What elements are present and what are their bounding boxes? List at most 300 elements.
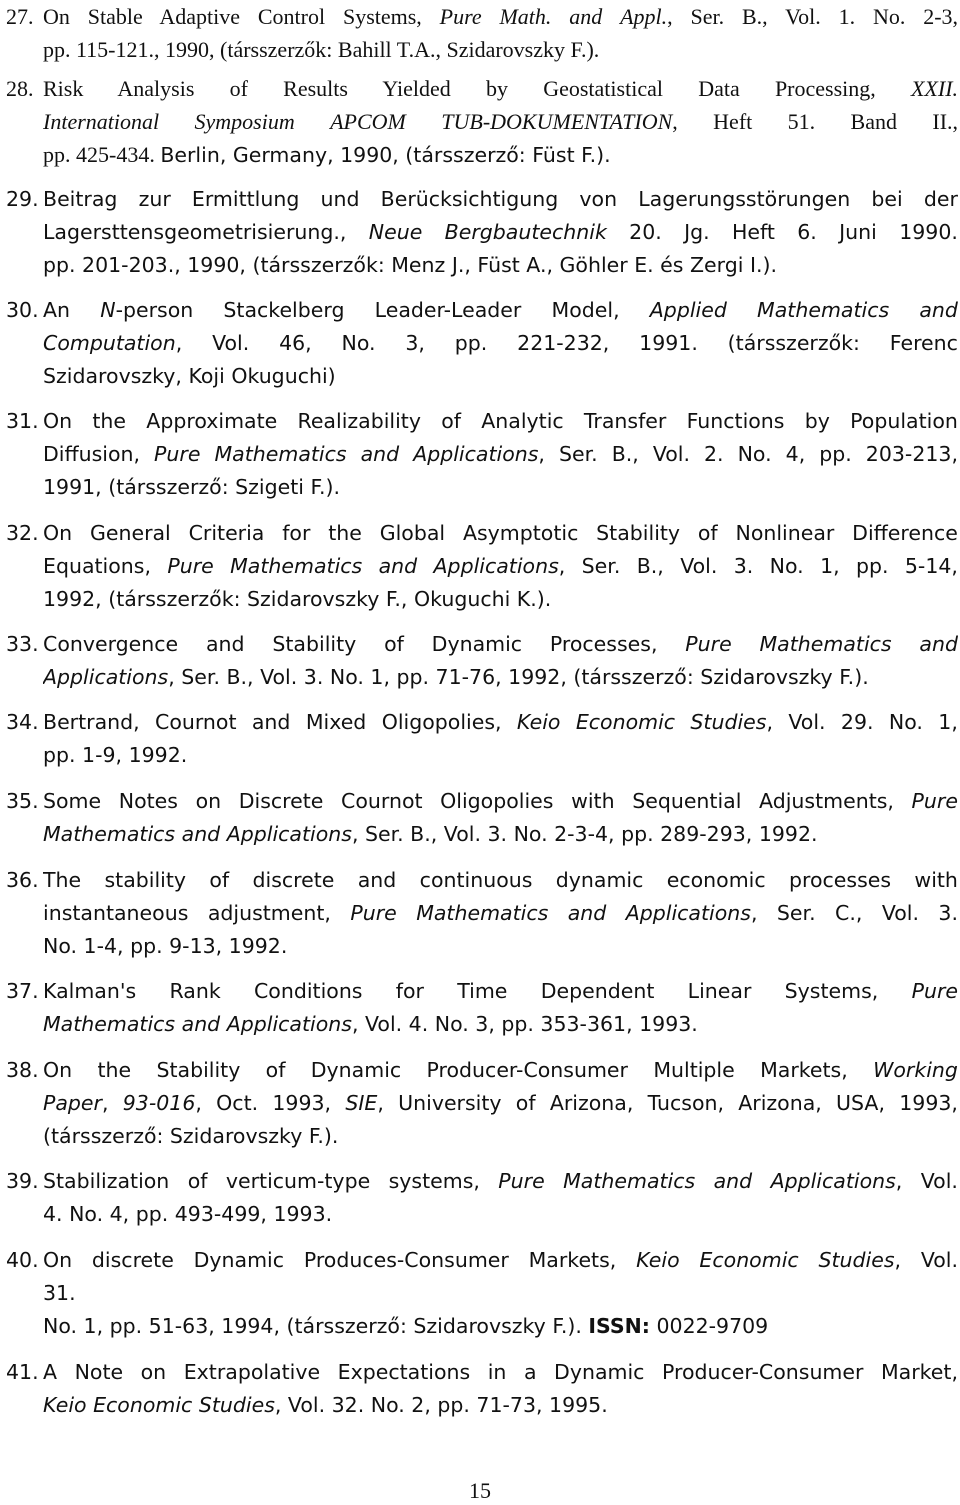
reference-text (43, 1165, 958, 1231)
text-segment: Systems, (342, 4, 422, 29)
italic-text: APCOM (330, 109, 406, 134)
text-segment: 1991, (társszerző: Szigeti F.). (43, 475, 340, 499)
reference-line (43, 739, 958, 772)
reference-line (43, 628, 958, 661)
italic-text: and (713, 1169, 753, 1193)
text-segment: Approximate (146, 409, 278, 433)
reference-line (43, 517, 958, 550)
text-segment: Stable (87, 4, 143, 29)
text-segment: Diffusion, (43, 442, 141, 466)
reference-line (43, 249, 958, 282)
reference-line (43, 975, 958, 1008)
text-segment: General (89, 521, 171, 545)
reference-entry (0, 706, 958, 772)
italic-text: Appl. (620, 4, 668, 29)
reference-text (43, 628, 958, 694)
text-segment: , (538, 442, 545, 466)
italic-text: Pure (350, 901, 397, 925)
text-segment: Ser. (690, 4, 725, 29)
reference-entry (0, 1356, 958, 1422)
text-segment: Dynamic (193, 1248, 285, 1272)
text-segment: , (667, 4, 673, 29)
reference-line (43, 550, 958, 583)
text-segment: 3, (405, 331, 425, 355)
text-segment: , Ser. B., Vol. 3. No. 1, pp. 71-76, 1992, (társszerző: Szidarovszky F.). (168, 665, 869, 689)
reference-line (43, 1356, 958, 1389)
text-segment: Cournot (341, 789, 423, 813)
reference-line (43, 33, 958, 66)
text-segment: 31. (43, 1281, 76, 1305)
reference-line (43, 405, 958, 438)
text-segment: Systems, (784, 979, 879, 1003)
text-segment: Market, (880, 1360, 958, 1384)
text-segment: stability (104, 868, 187, 892)
text-segment: On (43, 521, 73, 545)
italic-text: Paper (43, 1091, 102, 1115)
italic-text: and (567, 901, 607, 925)
text-segment: by (486, 76, 508, 101)
text-segment: Linear (687, 979, 752, 1003)
text-segment: B., (611, 442, 639, 466)
reference-text (43, 864, 958, 963)
text-segment: 5-14, (904, 554, 958, 578)
text-segment: The (43, 868, 82, 892)
text-segment: Producer-Consumer (426, 1058, 628, 1082)
text-segment: processes (789, 868, 892, 892)
italic-text: Applications (625, 901, 751, 925)
text-segment: dynamic (555, 868, 644, 892)
reference-line (43, 0, 958, 33)
reference-entry (0, 405, 958, 504)
text-segment: Band (850, 109, 897, 134)
text-segment: Produces-Consumer (303, 1248, 509, 1272)
reference-text (43, 785, 958, 851)
text-segment: Arizona, (549, 1091, 634, 1115)
text-segment: and (251, 710, 291, 734)
text-segment: Vol. (785, 4, 821, 29)
text-segment: Ermittlung (191, 187, 300, 211)
text-segment: pp. 115-121., 1990, (társszerzők: Bahill T.A., Szidarovszky F.). (43, 37, 600, 62)
italic-text: Mathematics (759, 632, 892, 656)
text-segment: Results (283, 76, 348, 101)
text-segment: Dependent (540, 979, 655, 1003)
italic-text: Mathematics (563, 1169, 696, 1193)
reference-line (43, 1244, 958, 1277)
text-segment: 29. (840, 710, 874, 734)
text-segment: Stability (156, 1058, 241, 1082)
reference-line (43, 930, 958, 963)
text-segment: 0022-9709 (649, 1314, 769, 1338)
text-segment: Dynamic (431, 632, 523, 656)
text-segment: Stackelberg (223, 298, 345, 322)
italic-text: 93-016 (122, 1091, 196, 1115)
text-segment: Bertrand, (43, 710, 140, 734)
italic-text: Mathematics (757, 298, 890, 322)
reference-number: 37. (6, 979, 39, 1003)
text-segment: Oligopolies (440, 789, 554, 813)
text-segment: 203-213, (865, 442, 958, 466)
reference-line (43, 1389, 958, 1422)
text-segment: Vol. (920, 1169, 958, 1193)
text-segment: for (395, 979, 424, 1003)
reference-entry (0, 1165, 958, 1231)
text-segment: , Vol. 4. No. 3, pp. 353-361, 1993. (351, 1012, 698, 1036)
text-segment: , (894, 1248, 902, 1272)
text-segment: 1991. (639, 331, 698, 355)
italic-text: and (360, 442, 400, 466)
text-segment: Arizona, (738, 1091, 822, 1115)
text-segment: pp. 1-9, 1992. (43, 743, 188, 767)
italic-text: Pure (911, 789, 958, 813)
text-segment: Mixed (305, 710, 367, 734)
reference-number: 29. (6, 187, 39, 211)
reference-number: 31. (6, 409, 39, 433)
text-segment: discrete (252, 868, 335, 892)
reference-line (43, 216, 958, 249)
italic-text: Applications (770, 1169, 896, 1193)
italic-text: Applied (649, 298, 727, 322)
text-segment: by (804, 409, 830, 433)
reference-text (43, 405, 958, 504)
text-segment: , (558, 554, 566, 578)
text-segment: Control (257, 4, 326, 29)
text-segment: Processes, (549, 632, 658, 656)
text-segment: -person (115, 298, 194, 322)
text-segment: for (282, 521, 311, 545)
italic-text: N (100, 298, 116, 322)
text-segment: 1. (838, 4, 856, 29)
reference-line (43, 897, 958, 930)
page-number: 15 (469, 1478, 491, 1503)
italic-text: Keio (516, 710, 561, 734)
italic-text: and (378, 554, 418, 578)
text-segment: 1, (820, 554, 840, 578)
text-segment: on (195, 789, 222, 813)
text-segment: instantaneous (43, 901, 189, 925)
italic-text: SIE (345, 1091, 378, 1115)
text-segment: No. 1, pp. 51-63, 1994, (társszerző: Szidarovszky F.). (43, 1314, 589, 1338)
text-segment: Yielded (382, 76, 451, 101)
text-segment: , (101, 1091, 109, 1115)
reference-line (43, 105, 958, 138)
text-segment: Risk (43, 76, 84, 101)
text-segment: economic (666, 868, 766, 892)
reference-entry (0, 975, 958, 1041)
text-segment: Conditions (253, 979, 363, 1003)
text-segment: C., (835, 901, 863, 925)
text-segment: (társszerző: Szidarovszky F.). (43, 1124, 339, 1148)
text-segment: , (750, 901, 758, 925)
text-segment: 6. (797, 220, 817, 244)
text-segment: Lagersttensgeometrisierung., (43, 220, 347, 244)
bold-text: ISSN: (588, 1314, 650, 1338)
text-segment: Lagerungsstörungen (638, 187, 851, 211)
text-segment: A (43, 1360, 58, 1384)
text-segment: Heft (732, 220, 775, 244)
italic-text: Bergbautechnik (444, 220, 607, 244)
reference-number: 33. (6, 632, 39, 656)
text-segment: Expectations (337, 1360, 471, 1384)
text-segment: verticum-type (225, 1169, 371, 1193)
reference-entry (0, 72, 958, 172)
text-segment: Geostatistical (543, 76, 663, 101)
text-segment: Convergence (43, 632, 179, 656)
italic-text: and (919, 632, 958, 656)
reference-number: 36. (6, 868, 39, 892)
text-segment: Rank (169, 979, 221, 1003)
text-segment: pp. 201-203., 1990, (társszerzők: Menz J., Füst A., Göhler E. és Zergi I.). (43, 253, 778, 277)
reference-line (43, 183, 958, 216)
text-segment: 4, (785, 442, 806, 466)
reference-line (43, 294, 958, 327)
reference-text (43, 1054, 958, 1153)
reference-entry (0, 1054, 958, 1153)
reference-entry (0, 517, 958, 616)
text-segment: bei (871, 187, 903, 211)
text-segment: and (357, 868, 397, 892)
text-segment: Ser. (581, 554, 621, 578)
italic-text: Symposium (194, 109, 295, 134)
text-segment: of (441, 409, 461, 433)
text-segment: with (571, 789, 615, 813)
text-segment: on (140, 1360, 167, 1384)
reference-number: 30. (6, 298, 39, 322)
text-segment: II., (932, 109, 958, 134)
italic-text: Keio (636, 1248, 680, 1272)
text-segment: University (398, 1091, 502, 1115)
text-segment: (társszerzők: (727, 331, 860, 355)
text-segment: On (43, 1058, 73, 1082)
reference-line (43, 138, 958, 172)
text-segment: Vol. (788, 710, 826, 734)
reference-line (43, 864, 958, 897)
italic-text: Math. (499, 4, 552, 29)
text-segment: Ser. (558, 442, 598, 466)
reference-number: 32. (6, 521, 39, 545)
text-segment: No. (341, 331, 376, 355)
text-segment: No. (769, 554, 804, 578)
text-segment: of (265, 1058, 286, 1082)
text-segment: Dynamic (554, 1360, 645, 1384)
text-segment: No. (888, 710, 923, 734)
reference-line (43, 1277, 958, 1310)
text-segment: Adjustments, (759, 789, 894, 813)
reference-entry (0, 0, 958, 66)
reference-number: 34. (6, 710, 39, 734)
italic-text: and (919, 298, 958, 322)
text-segment: Producer-Consumer (661, 1360, 864, 1384)
reference-entry (0, 183, 958, 282)
text-segment: Vol. (920, 1248, 958, 1272)
text-segment: of (384, 632, 404, 656)
reference-number: 41. (6, 1360, 39, 1384)
text-segment: Kalman's (43, 979, 137, 1003)
text-segment: of (209, 868, 230, 892)
text-segment: the (92, 409, 127, 433)
reference-number: 40. (6, 1248, 39, 1272)
italic-text: Working (873, 1058, 958, 1082)
reference-line (43, 471, 958, 504)
text-segment: Heft (713, 109, 753, 134)
reference-number: 38. (6, 1058, 39, 1082)
text-segment: , (672, 109, 678, 134)
reference-line (43, 1008, 958, 1041)
text-segment: adjustment, (207, 901, 331, 925)
italic-text: Pure (911, 979, 958, 1003)
italic-text: Pure (167, 554, 214, 578)
text-segment: Discrete (238, 789, 324, 813)
reference-line (43, 1120, 958, 1153)
text-segment: Realizability (297, 409, 421, 433)
reference-entry (0, 1244, 958, 1343)
text-segment: On (43, 4, 70, 29)
text-segment: , (175, 331, 183, 355)
text-segment: Equations, (43, 554, 151, 578)
text-segment: Transfer (583, 409, 667, 433)
text-segment: , Vol. 32. No. 2, pp. 71-73, 1995. (274, 1393, 608, 1417)
text-segment: Processing, (774, 76, 876, 101)
text-segment: 20. (629, 220, 662, 244)
text-segment: Jg. (684, 220, 710, 244)
text-segment: the (328, 521, 362, 545)
text-segment: Difference (852, 521, 958, 545)
italic-text: Applications (433, 554, 559, 578)
text-segment: , (195, 1091, 202, 1115)
text-segment: Oligopolies, (381, 710, 502, 734)
italic-text: International (43, 109, 160, 134)
text-segment: Extrapolative (183, 1360, 321, 1384)
text-segment: Asymptotic (462, 521, 579, 545)
text-segment: Analysis (117, 76, 195, 101)
italic-text: Pure (154, 442, 201, 466)
reference-text (43, 517, 958, 616)
text-segment: Cournot (155, 710, 237, 734)
text-segment: 3. (938, 901, 958, 925)
text-segment: On (43, 409, 73, 433)
italic-text: Mathematics (416, 901, 549, 925)
text-segment: the (97, 1058, 132, 1082)
text-segment: Model, (551, 298, 620, 322)
text-segment: Leader-Leader (374, 298, 522, 322)
text-segment: Note (74, 1360, 124, 1384)
text-segment: 1990. (899, 220, 958, 244)
reference-number: 39. (6, 1169, 39, 1193)
italic-text: and (569, 4, 603, 29)
text-segment: 1993, (899, 1091, 958, 1115)
italic-text: Computation (43, 331, 176, 355)
text-segment: Stability (272, 632, 357, 656)
italic-text: Economic (699, 1248, 799, 1272)
text-segment: Berücksichtigung (380, 187, 559, 211)
text-segment: a (523, 1360, 537, 1384)
italic-text: Mathematics and Applications (43, 822, 352, 846)
text-segment: Time (457, 979, 508, 1003)
text-segment: On (43, 1248, 73, 1272)
text-segment: No. 1-4, pp. 9-13, 1992. (43, 934, 288, 958)
text-segment: Vol. (680, 554, 718, 578)
text-segment: Analytic (481, 409, 564, 433)
text-segment: Some (43, 789, 102, 813)
text-segment: of (229, 76, 248, 101)
text-segment: Beitrag (43, 187, 118, 211)
text-segment: Ferenc (889, 331, 958, 355)
text-segment: Nonlinear (735, 521, 835, 545)
italic-text: Pure (685, 632, 732, 656)
text-segment: of (697, 521, 718, 545)
reference-line (43, 1165, 958, 1198)
text-segment: pp. 425-434. (43, 142, 161, 167)
text-segment: and (205, 632, 245, 656)
reference-text (43, 1356, 958, 1422)
text-segment: in (487, 1360, 507, 1384)
text-segment: Vol. (652, 442, 690, 466)
text-segment: Stabilization (43, 1169, 170, 1193)
reference-line (43, 1198, 958, 1231)
reference-line (43, 1087, 958, 1120)
text-segment: Notes (118, 789, 178, 813)
reference-line (43, 661, 958, 694)
text-segment: 51. (787, 109, 816, 134)
text-segment: 2-3, (923, 4, 958, 29)
reference-text (43, 0, 958, 66)
text-segment: Dynamic (310, 1058, 402, 1082)
text-segment: 1, (938, 710, 958, 734)
italic-text: Keio Economic Studies (43, 1393, 275, 1417)
reference-line (43, 360, 958, 393)
italic-text: Economic (575, 710, 676, 734)
text-segment: Criteria (188, 521, 265, 545)
text-segment: 1992, (társszerzők: Szidarovszky F., Okuguchi K.). (43, 587, 552, 611)
text-segment: Tucson, (647, 1091, 724, 1115)
reference-line (43, 818, 958, 851)
text-segment: Oct. (216, 1091, 259, 1115)
text-segment: USA, (836, 1091, 885, 1115)
italic-text: Pure (439, 4, 482, 29)
text-segment: , Ser. B., Vol. 3. No. 2-3-4, pp. 289-293, 1992. (351, 822, 818, 846)
text-segment: No. (872, 4, 906, 29)
reference-text (43, 706, 958, 772)
reference-line (43, 785, 958, 818)
text-segment: Data (698, 76, 740, 101)
text-segment: und (320, 187, 360, 211)
text-segment: pp. (855, 554, 889, 578)
text-segment: An (43, 298, 71, 322)
text-segment: Multiple (653, 1058, 735, 1082)
reference-line (43, 72, 958, 105)
text-segment: 4. No. 4, pp. 493-499, 1993. (43, 1202, 333, 1226)
text-segment: Berlin, Germany, 1990, (társszerző: Füst F.). (160, 143, 611, 167)
text-segment: Szidarovszky, Koji Okuguchi) (43, 364, 336, 388)
italic-text: Applications (413, 442, 539, 466)
reference-number: 35. (6, 789, 39, 813)
text-segment: , (766, 710, 773, 734)
italic-text: Mathematics (214, 442, 347, 466)
text-segment: Population (850, 409, 958, 433)
italic-text: Applications (43, 665, 169, 689)
text-segment: Markets, (528, 1248, 617, 1272)
text-segment: pp. (454, 331, 488, 355)
text-segment: of (187, 1169, 208, 1193)
text-segment: Stability (596, 521, 681, 545)
italic-text: Neue (368, 220, 423, 244)
text-segment: Adaptive (159, 4, 241, 29)
text-segment: , (377, 1091, 384, 1115)
italic-text: XXII. (910, 76, 958, 101)
italic-text: Mathematics and Applications (43, 1012, 352, 1036)
text-segment: Juni (839, 220, 877, 244)
reference-line (43, 1054, 958, 1087)
reference-line (43, 583, 958, 616)
